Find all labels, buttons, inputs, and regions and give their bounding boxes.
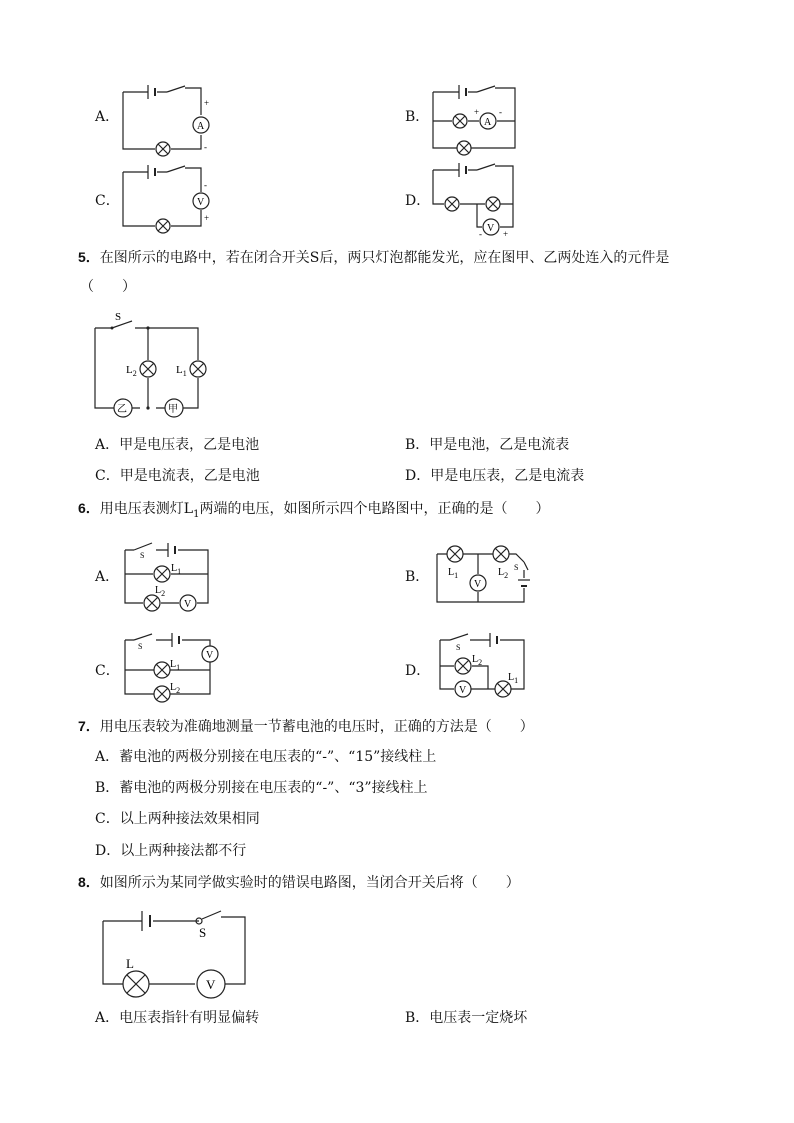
q8-bulb-label: L [126,956,134,971]
q6-circuit-b [432,540,532,610]
q6-circuit-c [120,632,235,702]
q5-answer-paren: （ ） [80,279,136,295]
q8-option-a[interactable]: A．电压表指针有明显偏转 [95,1010,260,1026]
svg-text:L1: $L_1$ [448,567,459,580]
q7-option-a[interactable]: A．蓄电池的两极分别接在电压表的“-”、“15”接线柱上 [95,749,437,765]
svg-text:L2: $L_2$ [472,654,483,667]
q6-option-a-label: A． [95,569,120,585]
q6-option-c-label: C． [95,663,120,679]
q5-option-c[interactable]: C．甲是电流表，乙是电池 [95,468,260,484]
q7-number: 7． [78,718,100,734]
q4-circuit-c [115,160,225,235]
q5-stem [78,247,669,268]
svg-text:A: A [484,117,492,128]
q5-option-a[interactable]: A．甲是电压表，乙是电池 [95,437,260,453]
svg-text:L2: $L_2$ [170,682,181,695]
q4-circuit-d [425,160,525,240]
svg-text:-: - [499,107,502,117]
q5-number: 5． [78,249,100,265]
q8-circuit-diagram [95,905,255,1000]
q5-circuit-diagram [90,308,215,416]
q5-text: 在图所示的电路中，若在闭合开关S后，两只灯泡都能发光，应在图甲、乙两处连入的元件是 [99,250,670,266]
svg-text:S: S [138,642,143,651]
svg-text:L1: $L_1$ [170,659,181,672]
q4-circuit-a [115,80,225,155]
svg-text:V: V [206,650,214,661]
q8-stem: 8．如图所示为某同学做实验时的错误电路图，当闭合开关后将（ ） [78,874,520,891]
svg-text:+: + [503,229,509,239]
svg-text:S: S [514,563,519,572]
q4-circuit-b [425,80,525,160]
svg-text:-: - [204,142,207,152]
q6-circuit-d [432,632,532,704]
svg-text:L1: $L_1$ [508,672,519,685]
svg-text:S: S [456,643,461,652]
svg-text:+: + [204,213,210,223]
q8-option-b[interactable]: B．电压表一定烧坏 [405,1010,528,1026]
svg-text:V: V [184,599,192,610]
svg-text:V: V [474,579,482,590]
q5-jia-label: 甲 [168,404,178,415]
svg-text:+: + [474,107,480,117]
q6-option-d-label: D． [405,663,431,679]
q5-yi-label: 乙 [117,404,127,415]
q4-option-a-label: A． [95,109,120,125]
q5-option-b[interactable]: B．甲是电池，乙是电流表 [405,437,570,453]
q7-option-d[interactable]: D．以上两种接法都不行 [95,843,247,859]
q5-bulb-l2-label: $L_2$ [126,364,137,378]
svg-text:L2: $L_2$ [155,585,166,598]
q5-switch-label: S [115,311,122,323]
svg-text:-: - [479,229,482,239]
q6-number: 6． [78,500,100,516]
q4-option-c-label: C． [95,193,120,209]
svg-text:V: V [197,197,205,208]
q6-circuit-a [120,540,220,612]
svg-text:L2: $L_2$ [498,567,509,580]
svg-text:-: - [204,180,207,190]
q6-option-b-label: B． [405,569,430,585]
q4-option-d-label: D． [405,193,431,209]
q7-option-b[interactable]: B．蓄电池的两极分别接在电压表的“-”、“3”接线柱上 [95,780,428,796]
q8-meter-label: V [206,977,216,992]
svg-text:+: + [204,98,210,108]
svg-text:S: S [140,551,145,560]
q7-stem: 7．用电压表较为准确地测量一节蓄电池的电压时，正确的方法是（ ） [78,718,534,735]
q5-option-d[interactable]: D．甲是电压表，乙是电流表 [405,468,585,484]
svg-text:V: V [487,223,495,234]
svg-text:V: V [459,685,467,696]
q4-option-b-label: B． [405,109,430,125]
q6-stem: 6．用电压表测灯$L_1$两端的电压，如图所示四个电路图中，正确的是（ ） [78,500,550,520]
q7-option-c[interactable]: C．以上两种接法效果相同 [95,811,260,827]
svg-text:L1: $L_1$ [171,563,182,576]
q5-bulb-l1-label: $L_1$ [176,364,187,378]
q8-switch-label: S [199,925,207,940]
q4a-meter-letter: A [197,121,205,132]
q8-number: 8． [78,874,100,890]
